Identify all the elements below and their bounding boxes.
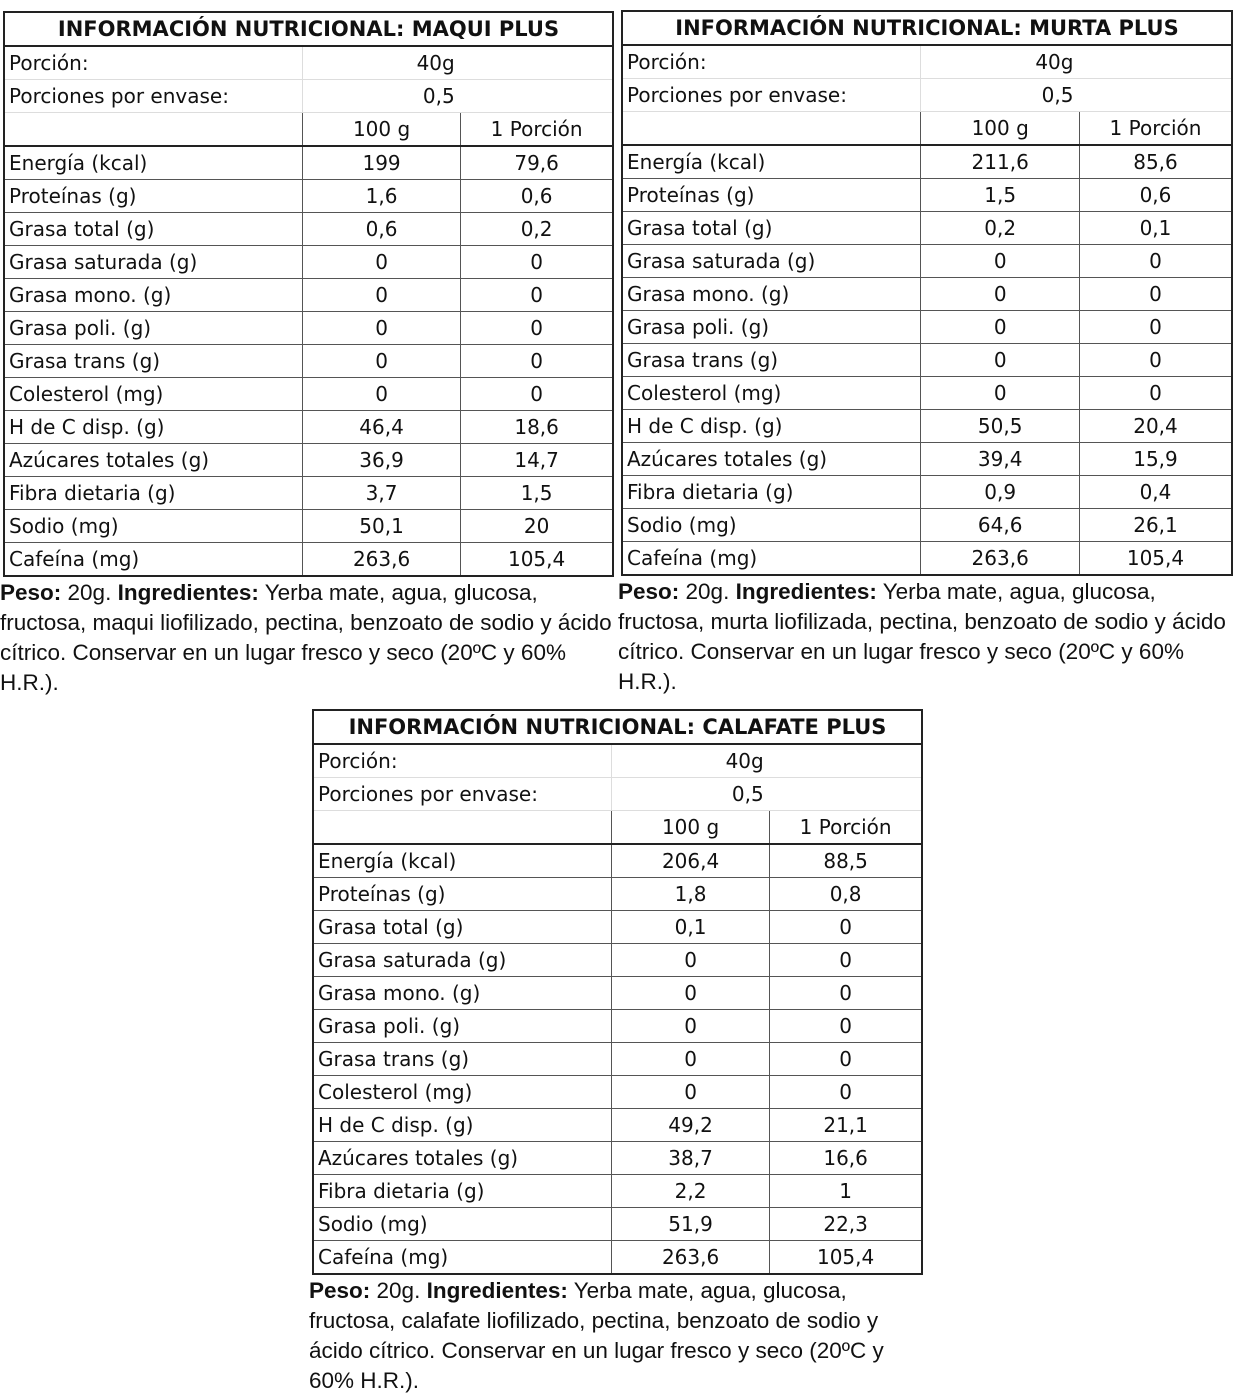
ingredients-paragraph: [309, 1276, 923, 1396]
nutrient-label: Colesterol (mg): [4, 378, 302, 411]
table-row: [622, 443, 1232, 476]
value-portion: 105,4: [1079, 542, 1232, 576]
empty-cell: [461, 46, 613, 80]
empty-cell: [1079, 79, 1232, 112]
nutrient-label: H de C disp. (g): [4, 411, 302, 444]
value-100g: 0: [611, 1010, 769, 1043]
table-row: [4, 213, 613, 246]
weight-value: 20g.: [370, 1278, 427, 1303]
weight-label: Peso:: [309, 1278, 371, 1303]
value-portion: 0: [770, 1010, 922, 1043]
table-row: [622, 212, 1232, 245]
table-row: [313, 1043, 922, 1076]
empty-cell: [770, 778, 922, 811]
value-100g: 1,8: [611, 878, 769, 911]
nutrition-panel-murta: [618, 10, 1233, 697]
table-row: [622, 410, 1232, 443]
empty-cell: [770, 744, 922, 778]
nutrient-label: Grasa trans (g): [622, 344, 921, 377]
table-row: [622, 179, 1232, 212]
value-portion: 0,8: [770, 878, 922, 911]
nutrient-label: H de C disp. (g): [622, 410, 921, 443]
value-portion: 1,5: [461, 477, 613, 510]
table-row: [313, 944, 922, 977]
table-row: [4, 543, 613, 577]
value-100g: 0: [921, 377, 1080, 410]
weight-label: Peso:: [618, 579, 680, 604]
column-header-blank: [313, 811, 611, 845]
value-100g: 0: [302, 279, 460, 312]
value-portion: 0: [770, 1043, 922, 1076]
value-portion: 18,6: [461, 411, 613, 444]
value-100g: 0,6: [302, 213, 460, 246]
table-row: [622, 509, 1232, 542]
nutrient-label: Proteínas (g): [313, 878, 611, 911]
table-row: [4, 378, 613, 411]
value-100g: 0: [302, 378, 460, 411]
value-portion: 0: [1079, 278, 1232, 311]
servings-label: Porciones por envase:: [622, 79, 921, 112]
portion-label: Porción:: [4, 46, 302, 80]
value-portion: 20,4: [1079, 410, 1232, 443]
column-header-100g: 100 g: [921, 112, 1080, 146]
value-100g: 51,9: [611, 1208, 769, 1241]
value-100g: 0: [921, 245, 1080, 278]
nutrient-label: Energía (kcal): [4, 146, 302, 180]
value-portion: 0,1: [1079, 212, 1232, 245]
table-row: [313, 1208, 922, 1241]
nutrient-label: Fibra dietaria (g): [622, 476, 921, 509]
value-100g: 2,2: [611, 1175, 769, 1208]
value-portion: 20: [461, 510, 613, 543]
ingredients-paragraph: [618, 577, 1233, 697]
servings-value: 0,5: [611, 778, 769, 811]
value-100g: 199: [302, 146, 460, 180]
table-row: [313, 1076, 922, 1109]
value-portion: 0: [1079, 344, 1232, 377]
weight-value: 20g.: [679, 579, 736, 604]
nutrient-label: Energía (kcal): [622, 145, 921, 179]
column-header-portion: 1 Porción: [1079, 112, 1232, 146]
weight-label: Peso:: [0, 580, 62, 605]
value-100g: 49,2: [611, 1109, 769, 1142]
portion-value: 40g: [302, 46, 460, 80]
value-portion: 0,2: [461, 213, 613, 246]
column-header-100g: 100 g: [611, 811, 769, 845]
value-100g: 263,6: [302, 543, 460, 577]
nutrient-label: Cafeína (mg): [313, 1241, 611, 1275]
nutrient-label: Proteínas (g): [4, 180, 302, 213]
table-row: [313, 1109, 922, 1142]
nutrient-label: Sodio (mg): [4, 510, 302, 543]
table-row: [313, 1142, 922, 1175]
ingredients-label: Ingredientes:: [735, 579, 877, 604]
servings-label: Porciones por envase:: [313, 778, 611, 811]
value-portion: 0: [461, 378, 613, 411]
nutrient-label: Grasa trans (g): [313, 1043, 611, 1076]
value-100g: 64,6: [921, 509, 1080, 542]
value-100g: 206,4: [611, 844, 769, 878]
value-100g: 263,6: [611, 1241, 769, 1275]
value-portion: 16,6: [770, 1142, 922, 1175]
nutrient-label: Grasa total (g): [4, 213, 302, 246]
weight-value: 20g.: [61, 580, 118, 605]
value-100g: 0: [611, 1043, 769, 1076]
table-row: [4, 180, 613, 213]
value-portion: 0: [1079, 245, 1232, 278]
nutrient-label: Sodio (mg): [622, 509, 921, 542]
table-row: [4, 477, 613, 510]
table-row: [313, 1175, 922, 1208]
table-row: [4, 279, 613, 312]
nutrient-label: Grasa trans (g): [4, 345, 302, 378]
value-portion: 14,7: [461, 444, 613, 477]
value-100g: 0,9: [921, 476, 1080, 509]
nutrient-label: Grasa total (g): [622, 212, 921, 245]
nutrient-label: Sodio (mg): [313, 1208, 611, 1241]
value-100g: 0,1: [611, 911, 769, 944]
nutrient-label: Cafeína (mg): [622, 542, 921, 576]
nutrient-label: Fibra dietaria (g): [313, 1175, 611, 1208]
nutrient-label: Grasa saturada (g): [4, 246, 302, 279]
value-100g: 3,7: [302, 477, 460, 510]
nutrient-label: H de C disp. (g): [313, 1109, 611, 1142]
nutrient-label: Azúcares totales (g): [622, 443, 921, 476]
nutrient-label: Grasa poli. (g): [313, 1010, 611, 1043]
value-100g: 36,9: [302, 444, 460, 477]
column-header-100g: 100 g: [302, 113, 460, 147]
nutrition-table: [3, 11, 614, 577]
value-portion: 88,5: [770, 844, 922, 878]
nutrition-panel-calafate: [309, 709, 923, 1396]
table-row: [4, 510, 613, 543]
value-portion: 0,6: [1079, 179, 1232, 212]
table-row: [622, 377, 1232, 410]
value-portion: 0: [461, 312, 613, 345]
value-portion: 0: [770, 977, 922, 1010]
value-portion: 0: [770, 911, 922, 944]
value-100g: 0: [611, 977, 769, 1010]
table-row: [4, 146, 613, 180]
nutrient-label: Azúcares totales (g): [313, 1142, 611, 1175]
value-100g: 46,4: [302, 411, 460, 444]
ingredients-label: Ingredientes:: [426, 1278, 568, 1303]
table-row: [4, 312, 613, 345]
value-100g: 0: [302, 345, 460, 378]
value-100g: 1,5: [921, 179, 1080, 212]
table-row: [622, 278, 1232, 311]
nutrient-label: Proteínas (g): [622, 179, 921, 212]
ingredients-label: Ingredientes:: [117, 580, 259, 605]
servings-value: 0,5: [921, 79, 1080, 112]
table-row: [622, 145, 1232, 179]
value-portion: 22,3: [770, 1208, 922, 1241]
ingredients-text: Yerba mate, agua, glucosa, fructosa, calafate liofilizado, pectina, benzoato de sodio y ácido cítrico. Conservar en un lugar fresco y seco (20ºC y 60% H.R.).: [309, 1278, 884, 1393]
value-portion: 26,1: [1079, 509, 1232, 542]
table-title: INFORMACIÓN NUTRICIONAL: MURTA PLUS: [622, 11, 1232, 45]
value-portion: 0: [1079, 311, 1232, 344]
ingredients-paragraph: [0, 578, 614, 698]
value-100g: 39,4: [921, 443, 1080, 476]
value-portion: 0: [461, 345, 613, 378]
column-header-blank: [622, 112, 921, 146]
table-row: [4, 246, 613, 279]
nutrient-label: Grasa poli. (g): [4, 312, 302, 345]
column-header-portion: 1 Porción: [461, 113, 613, 147]
nutrition-table: [621, 10, 1233, 576]
empty-cell: [1079, 45, 1232, 79]
nutrient-label: Grasa mono. (g): [622, 278, 921, 311]
value-portion: 105,4: [461, 543, 613, 577]
table-row: [4, 411, 613, 444]
value-portion: 21,1: [770, 1109, 922, 1142]
value-100g: 211,6: [921, 145, 1080, 179]
table-row: [313, 1010, 922, 1043]
value-portion: 15,9: [1079, 443, 1232, 476]
table-row: [622, 344, 1232, 377]
table-title: INFORMACIÓN NUTRICIONAL: CALAFATE PLUS: [313, 710, 922, 744]
value-portion: 0,6: [461, 180, 613, 213]
nutrient-label: Cafeína (mg): [4, 543, 302, 577]
nutrient-label: Fibra dietaria (g): [4, 477, 302, 510]
value-portion: 1: [770, 1175, 922, 1208]
table-row: [4, 345, 613, 378]
value-portion: 79,6: [461, 146, 613, 180]
value-portion: 105,4: [770, 1241, 922, 1275]
table-row: [313, 878, 922, 911]
column-header-portion: 1 Porción: [770, 811, 922, 845]
value-100g: 50,1: [302, 510, 460, 543]
table-row: [313, 977, 922, 1010]
table-row: [313, 844, 922, 878]
nutrition-table: [312, 709, 923, 1275]
table-row: [622, 311, 1232, 344]
portion-label: Porción:: [622, 45, 921, 79]
table-row: [622, 542, 1232, 576]
servings-label: Porciones por envase:: [4, 80, 302, 113]
portion-value: 40g: [921, 45, 1080, 79]
table-row: [622, 476, 1232, 509]
value-portion: 0: [770, 944, 922, 977]
table-row: [4, 444, 613, 477]
value-portion: 0,4: [1079, 476, 1232, 509]
nutrient-label: Colesterol (mg): [622, 377, 921, 410]
value-portion: 0: [770, 1076, 922, 1109]
table-row: [622, 245, 1232, 278]
nutrient-label: Grasa mono. (g): [313, 977, 611, 1010]
empty-cell: [461, 80, 613, 113]
table-title: INFORMACIÓN NUTRICIONAL: MAQUI PLUS: [4, 12, 613, 46]
value-100g: 38,7: [611, 1142, 769, 1175]
value-100g: 0: [921, 344, 1080, 377]
nutrient-label: Grasa saturada (g): [622, 245, 921, 278]
nutrient-label: Colesterol (mg): [313, 1076, 611, 1109]
value-100g: 0: [302, 312, 460, 345]
column-header-blank: [4, 113, 302, 147]
value-100g: 0,2: [921, 212, 1080, 245]
portion-label: Porción:: [313, 744, 611, 778]
value-portion: 0: [461, 279, 613, 312]
value-100g: 0: [921, 278, 1080, 311]
value-100g: 0: [611, 1076, 769, 1109]
value-100g: 263,6: [921, 542, 1080, 576]
table-row: [313, 911, 922, 944]
value-100g: 1,6: [302, 180, 460, 213]
nutrient-label: Azúcares totales (g): [4, 444, 302, 477]
nutrient-label: Energía (kcal): [313, 844, 611, 878]
value-portion: 0: [461, 246, 613, 279]
portion-value: 40g: [611, 744, 769, 778]
nutrient-label: Grasa saturada (g): [313, 944, 611, 977]
table-row: [313, 1241, 922, 1275]
value-100g: 0: [921, 311, 1080, 344]
nutrient-label: Grasa poli. (g): [622, 311, 921, 344]
ingredients-text: Yerba mate, agua, glucosa, fructosa, murta liofilizada, pectina, benzoato de sodio y ácido cítrico. Conservar en un lugar fresco y seco (20ºC y 60% H.R.).: [618, 579, 1226, 694]
value-100g: 0: [611, 944, 769, 977]
nutrition-panel-maqui: [0, 11, 614, 698]
nutrient-label: Grasa total (g): [313, 911, 611, 944]
servings-value: 0,5: [302, 80, 460, 113]
value-portion: 85,6: [1079, 145, 1232, 179]
nutrient-label: Grasa mono. (g): [4, 279, 302, 312]
value-100g: 50,5: [921, 410, 1080, 443]
ingredients-text: Yerba mate, agua, glucosa, fructosa, maqui liofilizado, pectina, benzoato de sodio y ácido cítrico. Conservar en un lugar fresco y seco (20ºC y 60% H.R.).: [0, 580, 612, 695]
value-portion: 0: [1079, 377, 1232, 410]
value-100g: 0: [302, 246, 460, 279]
